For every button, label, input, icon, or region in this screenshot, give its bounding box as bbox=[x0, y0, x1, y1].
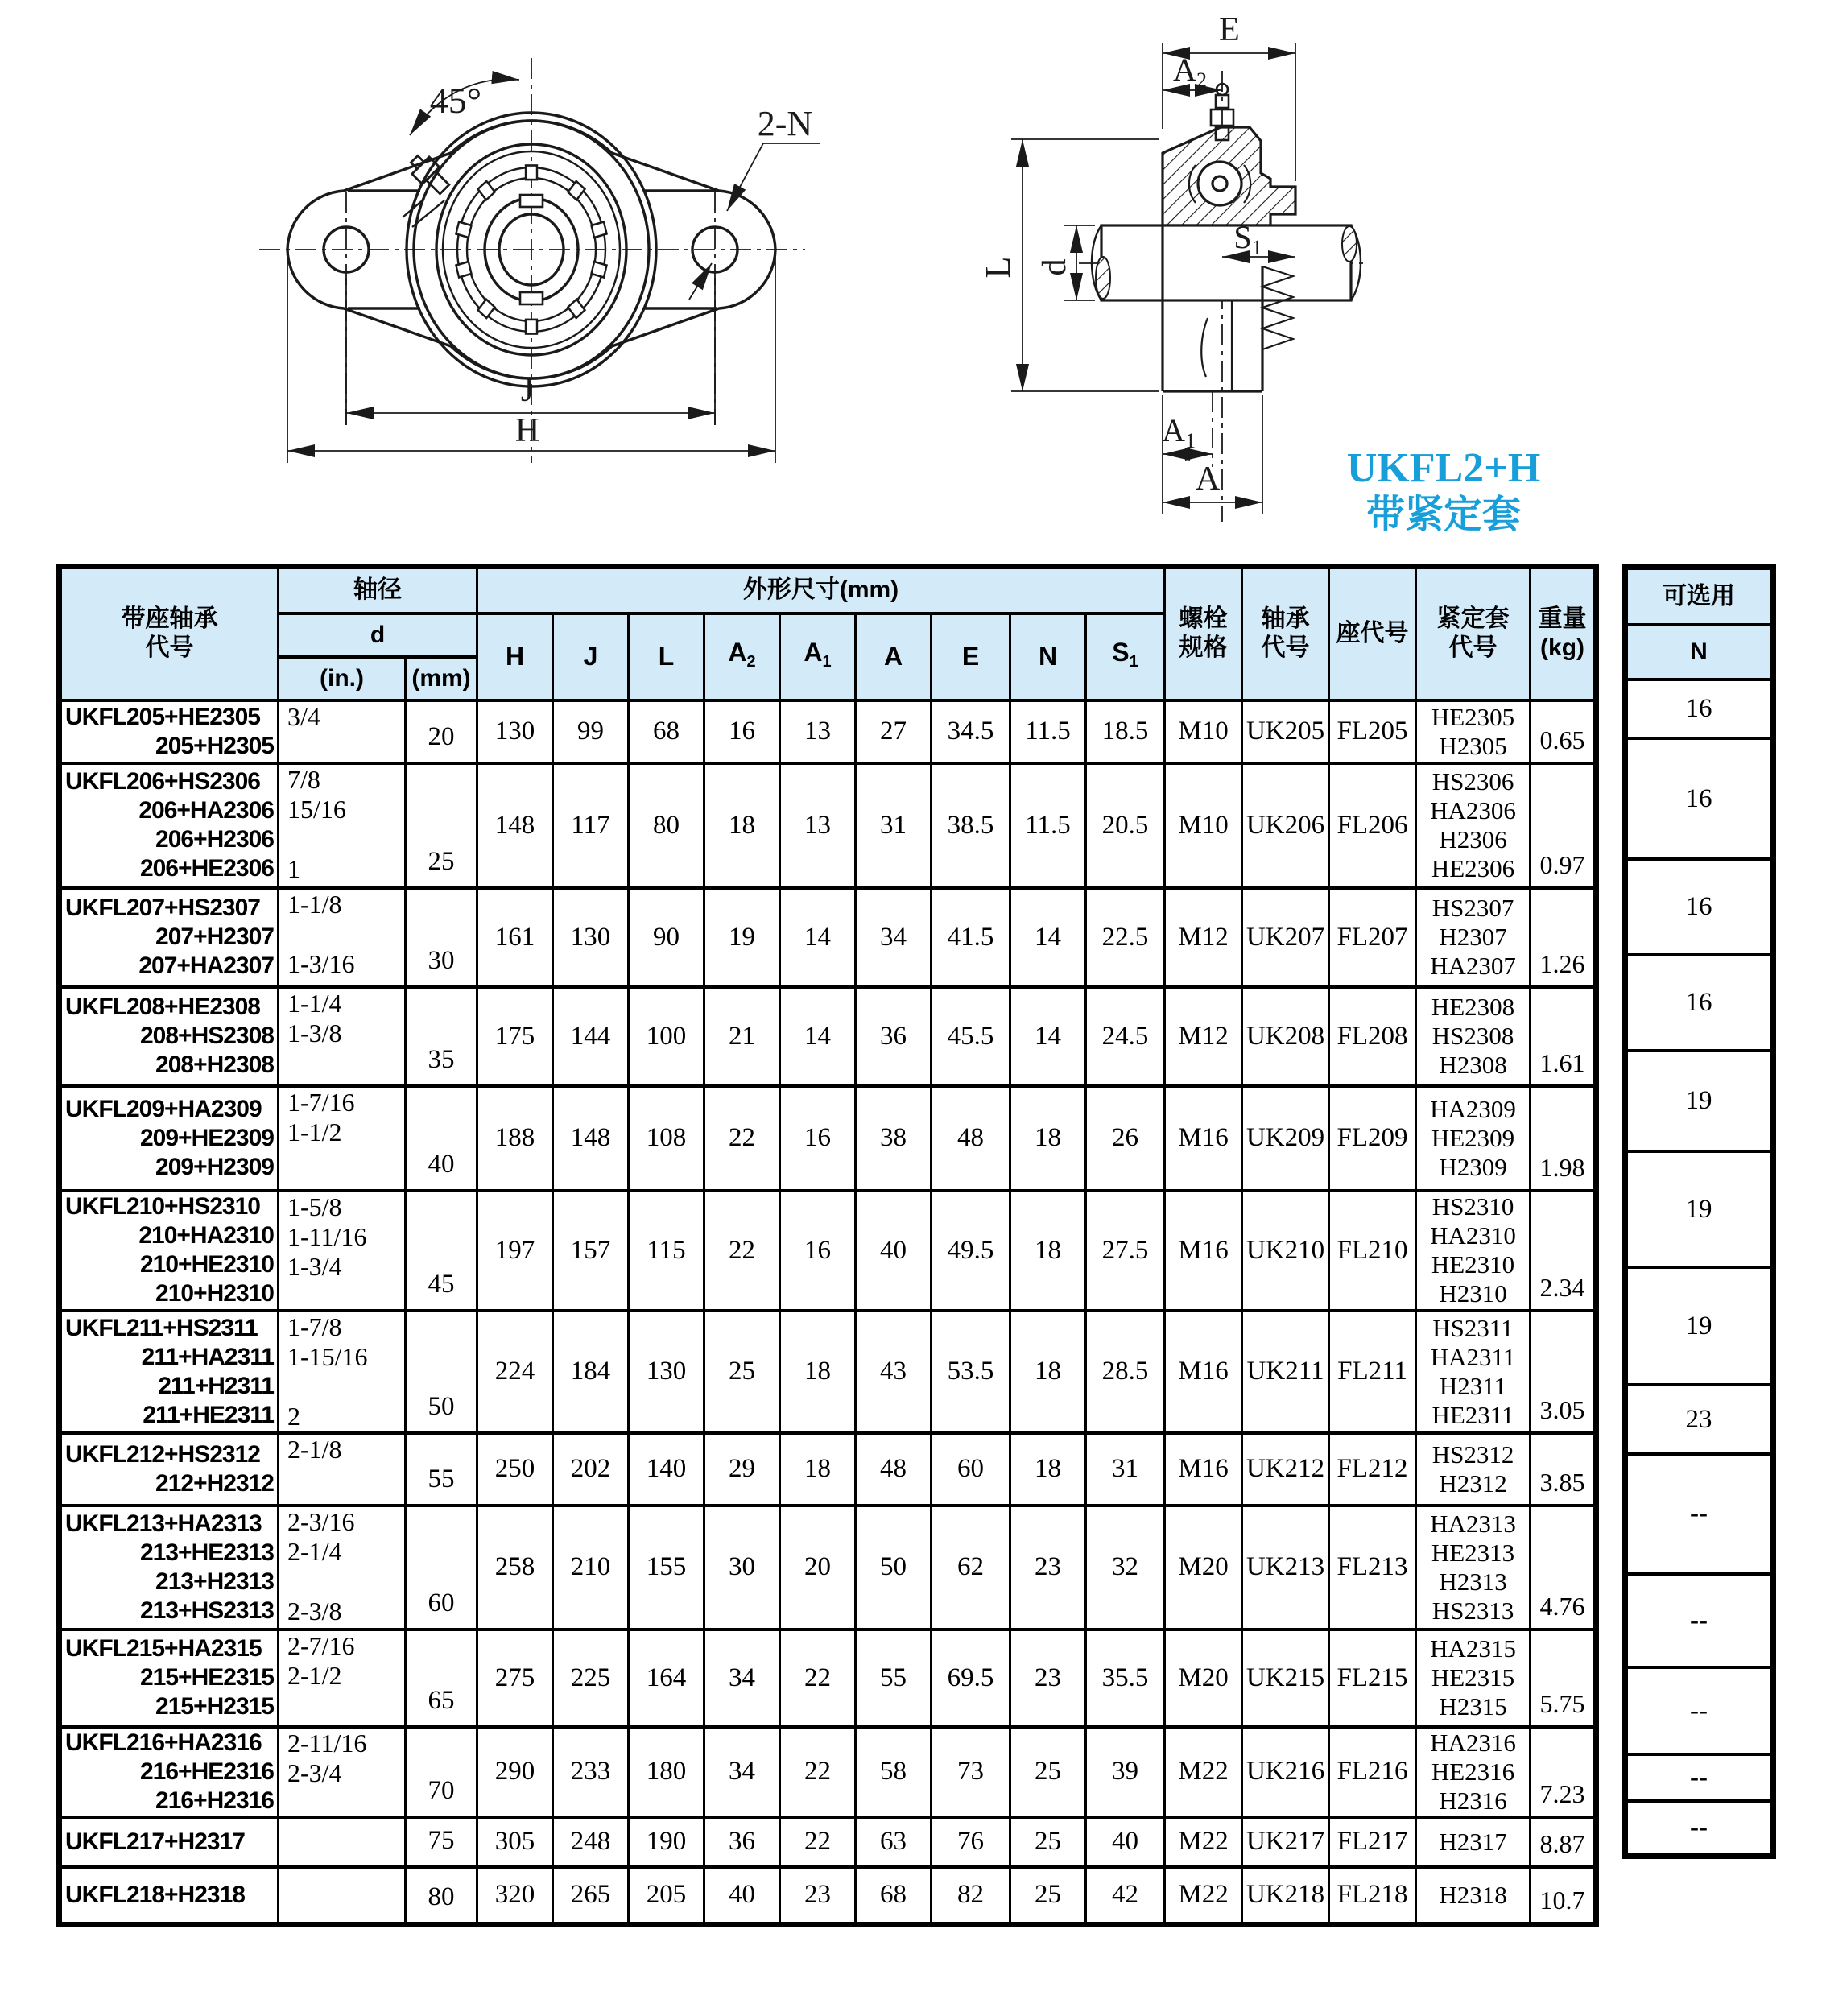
table-row bbox=[60, 1727, 1597, 1817]
cell-J: 202 bbox=[553, 1433, 629, 1506]
cell-bearing-code: UK218 bbox=[1242, 1867, 1329, 1925]
col-header-E: E bbox=[932, 613, 1010, 700]
cell-optional-n: -- bbox=[1625, 1667, 1773, 1754]
cell-A1: 23 bbox=[780, 1867, 856, 1925]
cell-A: 48 bbox=[856, 1433, 932, 1506]
cell-S1: 32 bbox=[1086, 1506, 1165, 1630]
cell-L: 90 bbox=[629, 888, 704, 987]
cell-bolt-size: M16 bbox=[1165, 1311, 1242, 1433]
cell-E: 45.5 bbox=[932, 987, 1010, 1086]
cell-N: 14 bbox=[1010, 888, 1086, 987]
cell-optional-n: -- bbox=[1625, 1454, 1773, 1574]
cell-A: 68 bbox=[856, 1867, 932, 1925]
cell-H: 290 bbox=[477, 1727, 553, 1817]
col-header-shaft-dia: 轴径 bbox=[279, 567, 477, 613]
cell-optional-n: -- bbox=[1625, 1754, 1773, 1801]
cell-N: 23 bbox=[1010, 1630, 1086, 1727]
cell-L: 130 bbox=[629, 1311, 704, 1433]
cell-d-mm: 55 bbox=[406, 1433, 477, 1506]
technical-drawings bbox=[0, 0, 1826, 560]
cell-E: 38.5 bbox=[932, 763, 1010, 888]
cell-d-inch: 2-11/16 2-3/4 bbox=[279, 1727, 406, 1817]
cell-S1: 24.5 bbox=[1086, 987, 1165, 1086]
cell-A2: 40 bbox=[704, 1867, 780, 1925]
cell-bearing-code: UK215 bbox=[1242, 1630, 1329, 1727]
cell-J: 210 bbox=[553, 1506, 629, 1630]
optional-row bbox=[1625, 1801, 1773, 1856]
cell-weight: 0.97 bbox=[1531, 763, 1597, 888]
cell-housing-code: FL212 bbox=[1329, 1433, 1416, 1506]
cell-H: 224 bbox=[477, 1311, 553, 1433]
cell-weight: 3.85 bbox=[1531, 1433, 1597, 1506]
col-header-bearing: 轴承 代号 bbox=[1242, 567, 1329, 700]
cell-optional-n: 19 bbox=[1625, 1051, 1773, 1151]
cell-J: 225 bbox=[553, 1630, 629, 1727]
cell-H: 275 bbox=[477, 1630, 553, 1727]
cell-H: 130 bbox=[477, 700, 553, 763]
cell-S1: 35.5 bbox=[1086, 1630, 1165, 1727]
cell-S1: 27.5 bbox=[1086, 1191, 1165, 1311]
dim-a-label: A bbox=[1195, 461, 1221, 498]
cell-d-inch: 1-1/8 1-3/16 bbox=[279, 888, 406, 987]
cell-housing-code: FL213 bbox=[1329, 1506, 1416, 1630]
cell-d-mm: 60 bbox=[406, 1506, 477, 1630]
cell-E: 53.5 bbox=[932, 1311, 1010, 1433]
cell-L: 164 bbox=[629, 1630, 704, 1727]
table-row bbox=[60, 763, 1597, 888]
cell-bearing-code: UK210 bbox=[1242, 1191, 1329, 1311]
cell-sleeve-codes: HE2308 HS2308 H2308 bbox=[1416, 987, 1531, 1086]
cell-sleeve-codes: HE2305 H2305 bbox=[1416, 700, 1531, 763]
cell-J: 117 bbox=[553, 763, 629, 888]
cell-A2: 29 bbox=[704, 1433, 780, 1506]
cell-d-mm: 40 bbox=[406, 1086, 477, 1191]
cell-A1: 18 bbox=[780, 1433, 856, 1506]
cell-bolt-size: M22 bbox=[1165, 1817, 1242, 1867]
cell-bearing-code: UK207 bbox=[1242, 888, 1329, 987]
cell-N: 14 bbox=[1010, 987, 1086, 1086]
cell-J: 157 bbox=[553, 1191, 629, 1311]
cell-sleeve-codes: H2318 bbox=[1416, 1867, 1531, 1925]
cell-H: 320 bbox=[477, 1867, 553, 1925]
cell-bearing-code: UK212 bbox=[1242, 1433, 1329, 1506]
cell-code: UKFL211+HS2311 211+HA2311 211+H2311 211+HE2311 bbox=[60, 1311, 279, 1433]
table-row bbox=[60, 1086, 1597, 1191]
cell-S1: 31 bbox=[1086, 1433, 1165, 1506]
optional-row bbox=[1625, 1051, 1773, 1151]
cell-sleeve-codes: HA2313 HE2313 H2313 HS2313 bbox=[1416, 1506, 1531, 1630]
cell-E: 82 bbox=[932, 1867, 1010, 1925]
cell-housing-code: FL215 bbox=[1329, 1630, 1416, 1727]
cell-bolt-size: M22 bbox=[1165, 1727, 1242, 1817]
cell-sleeve-codes: HA2315 HE2315 H2315 bbox=[1416, 1630, 1531, 1727]
cell-d-mm: 25 bbox=[406, 763, 477, 888]
col-header-N: N bbox=[1010, 613, 1086, 700]
cell-code: UKFL217+H2317 bbox=[60, 1817, 279, 1867]
cell-L: 190 bbox=[629, 1817, 704, 1867]
cell-d-inch: 1-7/8 1-15/16 2 bbox=[279, 1311, 406, 1433]
cell-A: 27 bbox=[856, 700, 932, 763]
cell-bolt-size: M16 bbox=[1165, 1086, 1242, 1191]
cell-S1: 42 bbox=[1086, 1867, 1165, 1925]
cell-L: 100 bbox=[629, 987, 704, 1086]
cell-H: 188 bbox=[477, 1086, 553, 1191]
cell-bolt-size: M16 bbox=[1165, 1433, 1242, 1506]
cell-housing-code: FL206 bbox=[1329, 763, 1416, 888]
cell-N: 18 bbox=[1010, 1433, 1086, 1506]
cell-A1: 16 bbox=[780, 1086, 856, 1191]
front-view-drawing bbox=[259, 58, 820, 463]
cell-A: 63 bbox=[856, 1817, 932, 1867]
optional-row bbox=[1625, 738, 1773, 859]
cell-J: 99 bbox=[553, 700, 629, 763]
table-row bbox=[60, 888, 1597, 987]
cell-H: 258 bbox=[477, 1506, 553, 1630]
optional-row bbox=[1625, 1454, 1773, 1574]
cell-d-inch bbox=[279, 1867, 406, 1925]
cell-A: 55 bbox=[856, 1630, 932, 1727]
cell-S1: 22.5 bbox=[1086, 888, 1165, 987]
cell-H: 305 bbox=[477, 1817, 553, 1867]
cell-weight: 0.65 bbox=[1531, 700, 1597, 763]
table-row bbox=[60, 1506, 1597, 1630]
cell-code: UKFL206+HS2306 206+HA2306 206+H2306 206+HE2306 bbox=[60, 763, 279, 888]
optional-row bbox=[1625, 1754, 1773, 1801]
dim-a2-label: $A_2$ bbox=[1173, 52, 1207, 92]
cell-S1: 39 bbox=[1086, 1727, 1165, 1817]
cell-A2: 21 bbox=[704, 987, 780, 1086]
dim-h-label: H bbox=[514, 412, 540, 449]
optional-row bbox=[1625, 859, 1773, 955]
cell-J: 184 bbox=[553, 1311, 629, 1433]
cell-E: 60 bbox=[932, 1433, 1010, 1506]
cell-code: UKFL216+HA2316 216+HE2316 216+H2316 bbox=[60, 1727, 279, 1817]
cell-A: 40 bbox=[856, 1191, 932, 1311]
cell-L: 205 bbox=[629, 1867, 704, 1925]
table-row bbox=[60, 1191, 1597, 1311]
cell-L: 180 bbox=[629, 1727, 704, 1817]
cell-A1: 22 bbox=[780, 1727, 856, 1817]
col-header-A1: $A_1$ bbox=[780, 613, 856, 700]
cell-N: 11.5 bbox=[1010, 763, 1086, 888]
cell-bolt-size: M12 bbox=[1165, 987, 1242, 1086]
col-header-H: H bbox=[477, 613, 553, 700]
cell-d-inch: 1-5/8 1-11/16 1-3/4 bbox=[279, 1191, 406, 1311]
cell-bearing-code: UK208 bbox=[1242, 987, 1329, 1086]
cell-L: 155 bbox=[629, 1506, 704, 1630]
col-header-J: J bbox=[553, 613, 629, 700]
cell-sleeve-codes: HS2311 HA2311 H2311 HE2311 bbox=[1416, 1311, 1531, 1433]
cell-A1: 14 bbox=[780, 888, 856, 987]
cell-S1: 26 bbox=[1086, 1086, 1165, 1191]
col-header-code: 带座轴承 代号 bbox=[60, 567, 279, 700]
cell-bolt-size: M22 bbox=[1165, 1867, 1242, 1925]
cell-sleeve-codes: HS2310 HA2310 HE2310 H2310 bbox=[1416, 1191, 1531, 1311]
cell-S1: 28.5 bbox=[1086, 1311, 1165, 1433]
cell-S1: 20.5 bbox=[1086, 763, 1165, 888]
cell-weight: 2.34 bbox=[1531, 1191, 1597, 1311]
cell-optional-n: 16 bbox=[1625, 738, 1773, 859]
cell-housing-code: FL217 bbox=[1329, 1817, 1416, 1867]
cell-A: 38 bbox=[856, 1086, 932, 1191]
cell-E: 34.5 bbox=[932, 700, 1010, 763]
cell-J: 265 bbox=[553, 1867, 629, 1925]
cell-sleeve-codes: HA2316 HE2316 H2316 bbox=[1416, 1727, 1531, 1817]
cell-A2: 19 bbox=[704, 888, 780, 987]
cell-code: UKFL212+HS2312 212+H2312 bbox=[60, 1433, 279, 1506]
cell-bearing-code: UK209 bbox=[1242, 1086, 1329, 1191]
cell-N: 18 bbox=[1010, 1086, 1086, 1191]
cell-code: UKFL218+H2318 bbox=[60, 1867, 279, 1925]
cell-optional-n: 19 bbox=[1625, 1267, 1773, 1385]
cell-d-mm: 50 bbox=[406, 1311, 477, 1433]
cell-housing-code: FL211 bbox=[1329, 1311, 1416, 1433]
cell-optional-n: -- bbox=[1625, 1574, 1773, 1667]
table-row bbox=[60, 987, 1597, 1086]
cell-bolt-size: M10 bbox=[1165, 700, 1242, 763]
cell-N: 11.5 bbox=[1010, 700, 1086, 763]
optional-row bbox=[1625, 1151, 1773, 1267]
cell-H: 197 bbox=[477, 1191, 553, 1311]
cell-L: 140 bbox=[629, 1433, 704, 1506]
cell-weight: 8.87 bbox=[1531, 1817, 1597, 1867]
cell-A: 50 bbox=[856, 1506, 932, 1630]
cell-d-inch: 1-7/16 1-1/2 bbox=[279, 1086, 406, 1191]
cell-H: 161 bbox=[477, 888, 553, 987]
table-row bbox=[60, 1867, 1597, 1925]
cell-A1: 13 bbox=[780, 763, 856, 888]
table-row bbox=[60, 700, 1597, 763]
cell-weight: 4.76 bbox=[1531, 1506, 1597, 1630]
cell-sleeve-codes: HS2306 HA2306 H2306 HE2306 bbox=[1416, 763, 1531, 888]
cell-d-mm: 80 bbox=[406, 1867, 477, 1925]
cell-bearing-code: UK205 bbox=[1242, 700, 1329, 763]
cell-N: 18 bbox=[1010, 1191, 1086, 1311]
cell-E: 73 bbox=[932, 1727, 1010, 1817]
cell-L: 68 bbox=[629, 700, 704, 763]
cell-d-inch: 7/8 15/16 1 bbox=[279, 763, 406, 888]
cell-weight: 7.23 bbox=[1531, 1727, 1597, 1817]
cell-S1: 40 bbox=[1086, 1817, 1165, 1867]
optional-row bbox=[1625, 1267, 1773, 1385]
cell-A1: 14 bbox=[780, 987, 856, 1086]
cell-bolt-size: M12 bbox=[1165, 888, 1242, 987]
cell-optional-n: 19 bbox=[1625, 1151, 1773, 1267]
cell-E: 49.5 bbox=[932, 1191, 1010, 1311]
optional-row bbox=[1625, 955, 1773, 1051]
table-row bbox=[60, 1311, 1597, 1433]
cell-sleeve-codes: HA2309 HE2309 H2309 bbox=[1416, 1086, 1531, 1191]
cell-A2: 25 bbox=[704, 1311, 780, 1433]
cell-A: 43 bbox=[856, 1311, 932, 1433]
cell-bearing-code: UK216 bbox=[1242, 1727, 1329, 1817]
col-header-d-mm: (mm) bbox=[406, 657, 477, 700]
cell-weight: 3.05 bbox=[1531, 1311, 1597, 1433]
cell-optional-n: 16 bbox=[1625, 680, 1773, 738]
col-header-bolt: 螺栓 规格 bbox=[1165, 567, 1242, 700]
cell-A2: 22 bbox=[704, 1191, 780, 1311]
cell-A2: 34 bbox=[704, 1630, 780, 1727]
cell-code: UKFL207+HS2307 207+H2307 207+HA2307 bbox=[60, 888, 279, 987]
cell-d-inch: 2-3/16 2-1/4 2-3/8 bbox=[279, 1506, 406, 1630]
cell-weight: 5.75 bbox=[1531, 1630, 1597, 1727]
cell-code: UKFL213+HA2313 213+HE2313 213+H2313 213+HS2313 bbox=[60, 1506, 279, 1630]
dim-l-label: L bbox=[978, 256, 1018, 279]
cell-A1: 13 bbox=[780, 700, 856, 763]
cell-d-inch bbox=[279, 1817, 406, 1867]
cell-A2: 30 bbox=[704, 1506, 780, 1630]
cell-A1: 20 bbox=[780, 1506, 856, 1630]
cell-A2: 16 bbox=[704, 700, 780, 763]
cell-bearing-code: UK206 bbox=[1242, 763, 1329, 888]
cell-bearing-code: UK211 bbox=[1242, 1311, 1329, 1433]
cell-d-inch: 2-7/16 2-1/2 bbox=[279, 1630, 406, 1727]
cell-d-inch: 2-1/8 bbox=[279, 1433, 406, 1506]
optional-row bbox=[1625, 1667, 1773, 1754]
cell-L: 115 bbox=[629, 1191, 704, 1311]
col-header-S1: $S_1$ bbox=[1086, 613, 1165, 700]
cell-J: 148 bbox=[553, 1086, 629, 1191]
cell-A1: 18 bbox=[780, 1311, 856, 1433]
cell-H: 148 bbox=[477, 763, 553, 888]
cell-H: 250 bbox=[477, 1433, 553, 1506]
optional-n-table bbox=[1622, 564, 1776, 1859]
cell-housing-code: FL209 bbox=[1329, 1086, 1416, 1191]
cell-weight: 10.7 bbox=[1531, 1867, 1597, 1925]
cell-weight: 1.61 bbox=[1531, 987, 1597, 1086]
cell-A1: 16 bbox=[780, 1191, 856, 1311]
cell-d-mm: 75 bbox=[406, 1817, 477, 1867]
col-header-sleeve: 紧定套 代号 bbox=[1416, 567, 1531, 700]
spec-table bbox=[56, 564, 1599, 1927]
cell-optional-n: 23 bbox=[1625, 1385, 1773, 1454]
cell-J: 233 bbox=[553, 1727, 629, 1817]
table-row bbox=[60, 1817, 1597, 1867]
cell-d-mm: 20 bbox=[406, 700, 477, 763]
cell-J: 130 bbox=[553, 888, 629, 987]
cell-bearing-code: UK213 bbox=[1242, 1506, 1329, 1630]
cell-code: UKFL209+HA2309 209+HE2309 209+H2309 bbox=[60, 1086, 279, 1191]
cell-L: 108 bbox=[629, 1086, 704, 1191]
cell-d-mm: 70 bbox=[406, 1727, 477, 1817]
col-header-d: d bbox=[279, 613, 477, 657]
dim-d-label: d bbox=[1036, 258, 1073, 276]
cell-bolt-size: M20 bbox=[1165, 1506, 1242, 1630]
cell-E: 48 bbox=[932, 1086, 1010, 1191]
optional-header: 可选用 bbox=[1625, 567, 1773, 625]
col-header-A2: $A_2$ bbox=[704, 613, 780, 700]
table-row bbox=[60, 1433, 1597, 1506]
cell-N: 25 bbox=[1010, 1817, 1086, 1867]
cell-d-mm: 35 bbox=[406, 987, 477, 1086]
cell-d-mm: 45 bbox=[406, 1191, 477, 1311]
cell-N: 23 bbox=[1010, 1506, 1086, 1630]
cell-bearing-code: UK217 bbox=[1242, 1817, 1329, 1867]
cell-optional-n: 16 bbox=[1625, 859, 1773, 955]
cell-A2: 34 bbox=[704, 1727, 780, 1817]
optional-n-header: N bbox=[1625, 625, 1773, 680]
cell-sleeve-codes: H2317 bbox=[1416, 1817, 1531, 1867]
cell-N: 25 bbox=[1010, 1867, 1086, 1925]
col-header-d-in: (in.) bbox=[279, 657, 406, 700]
optional-row bbox=[1625, 1385, 1773, 1454]
col-header-L: L bbox=[629, 613, 704, 700]
cell-code: UKFL208+HE2308 208+HS2308 208+H2308 bbox=[60, 987, 279, 1086]
col-header-weight: 重量 (kg) bbox=[1531, 567, 1597, 700]
cell-bolt-size: M16 bbox=[1165, 1191, 1242, 1311]
cell-A2: 36 bbox=[704, 1817, 780, 1867]
cell-E: 62 bbox=[932, 1506, 1010, 1630]
optional-row bbox=[1625, 1574, 1773, 1667]
cell-A2: 22 bbox=[704, 1086, 780, 1191]
dim-j-label: J bbox=[520, 372, 535, 409]
col-header-A: A bbox=[856, 613, 932, 700]
bolt-note-label: 2-N bbox=[757, 104, 813, 143]
cell-d-inch: 1-1/4 1-3/8 bbox=[279, 987, 406, 1086]
cell-bolt-size: M20 bbox=[1165, 1630, 1242, 1727]
cell-A1: 22 bbox=[780, 1817, 856, 1867]
cell-J: 144 bbox=[553, 987, 629, 1086]
cell-code: UKFL210+HS2310 210+HA2310 210+HE2310 210+H2310 bbox=[60, 1191, 279, 1311]
optional-row bbox=[1625, 680, 1773, 738]
cell-housing-code: FL208 bbox=[1329, 987, 1416, 1086]
cell-housing-code: FL207 bbox=[1329, 888, 1416, 987]
cell-housing-code: FL205 bbox=[1329, 700, 1416, 763]
cell-E: 69.5 bbox=[932, 1630, 1010, 1727]
cell-housing-code: FL210 bbox=[1329, 1191, 1416, 1311]
cell-code: UKFL205+HE2305 205+H2305 bbox=[60, 700, 279, 763]
cell-housing-code: FL218 bbox=[1329, 1867, 1416, 1925]
cell-N: 18 bbox=[1010, 1311, 1086, 1433]
cell-L: 80 bbox=[629, 763, 704, 888]
cell-sleeve-codes: HS2307 H2307 HA2307 bbox=[1416, 888, 1531, 987]
angle-label: 45° bbox=[429, 80, 482, 121]
cell-optional-n: 16 bbox=[1625, 955, 1773, 1051]
cell-d-mm: 65 bbox=[406, 1630, 477, 1727]
table-row bbox=[60, 1630, 1597, 1727]
dim-a1-label: $A_1$ bbox=[1162, 412, 1196, 452]
cell-A1: 22 bbox=[780, 1630, 856, 1727]
cell-d-mm: 30 bbox=[406, 888, 477, 987]
cell-optional-n: -- bbox=[1625, 1801, 1773, 1856]
cell-E: 41.5 bbox=[932, 888, 1010, 987]
cell-d-inch: 3/4 bbox=[279, 700, 406, 763]
cell-S1: 18.5 bbox=[1086, 700, 1165, 763]
col-header-dims-group: 外形尺寸(mm) bbox=[477, 567, 1165, 613]
model-caption: UKFL2+H bbox=[1346, 445, 1541, 491]
cell-H: 175 bbox=[477, 987, 553, 1086]
cell-A: 34 bbox=[856, 888, 932, 987]
cell-N: 25 bbox=[1010, 1727, 1086, 1817]
cell-weight: 1.26 bbox=[1531, 888, 1597, 987]
cell-A2: 18 bbox=[704, 763, 780, 888]
cell-A: 58 bbox=[856, 1727, 932, 1817]
cell-E: 76 bbox=[932, 1817, 1010, 1867]
model-caption-note: 带紧定套 bbox=[1365, 494, 1522, 536]
cell-sleeve-codes: HS2312 H2312 bbox=[1416, 1433, 1531, 1506]
dim-s1-label: $S_1$ bbox=[1233, 219, 1262, 259]
dim-e-label: E bbox=[1219, 11, 1240, 48]
cell-code: UKFL215+HA2315 215+HE2315 215+H2315 bbox=[60, 1630, 279, 1727]
cell-A: 36 bbox=[856, 987, 932, 1086]
cell-J: 248 bbox=[553, 1817, 629, 1867]
cell-weight: 1.98 bbox=[1531, 1086, 1597, 1191]
cell-bolt-size: M10 bbox=[1165, 763, 1242, 888]
cell-housing-code: FL216 bbox=[1329, 1727, 1416, 1817]
cell-A: 31 bbox=[856, 763, 932, 888]
col-header-housing: 座代号 bbox=[1329, 567, 1416, 700]
